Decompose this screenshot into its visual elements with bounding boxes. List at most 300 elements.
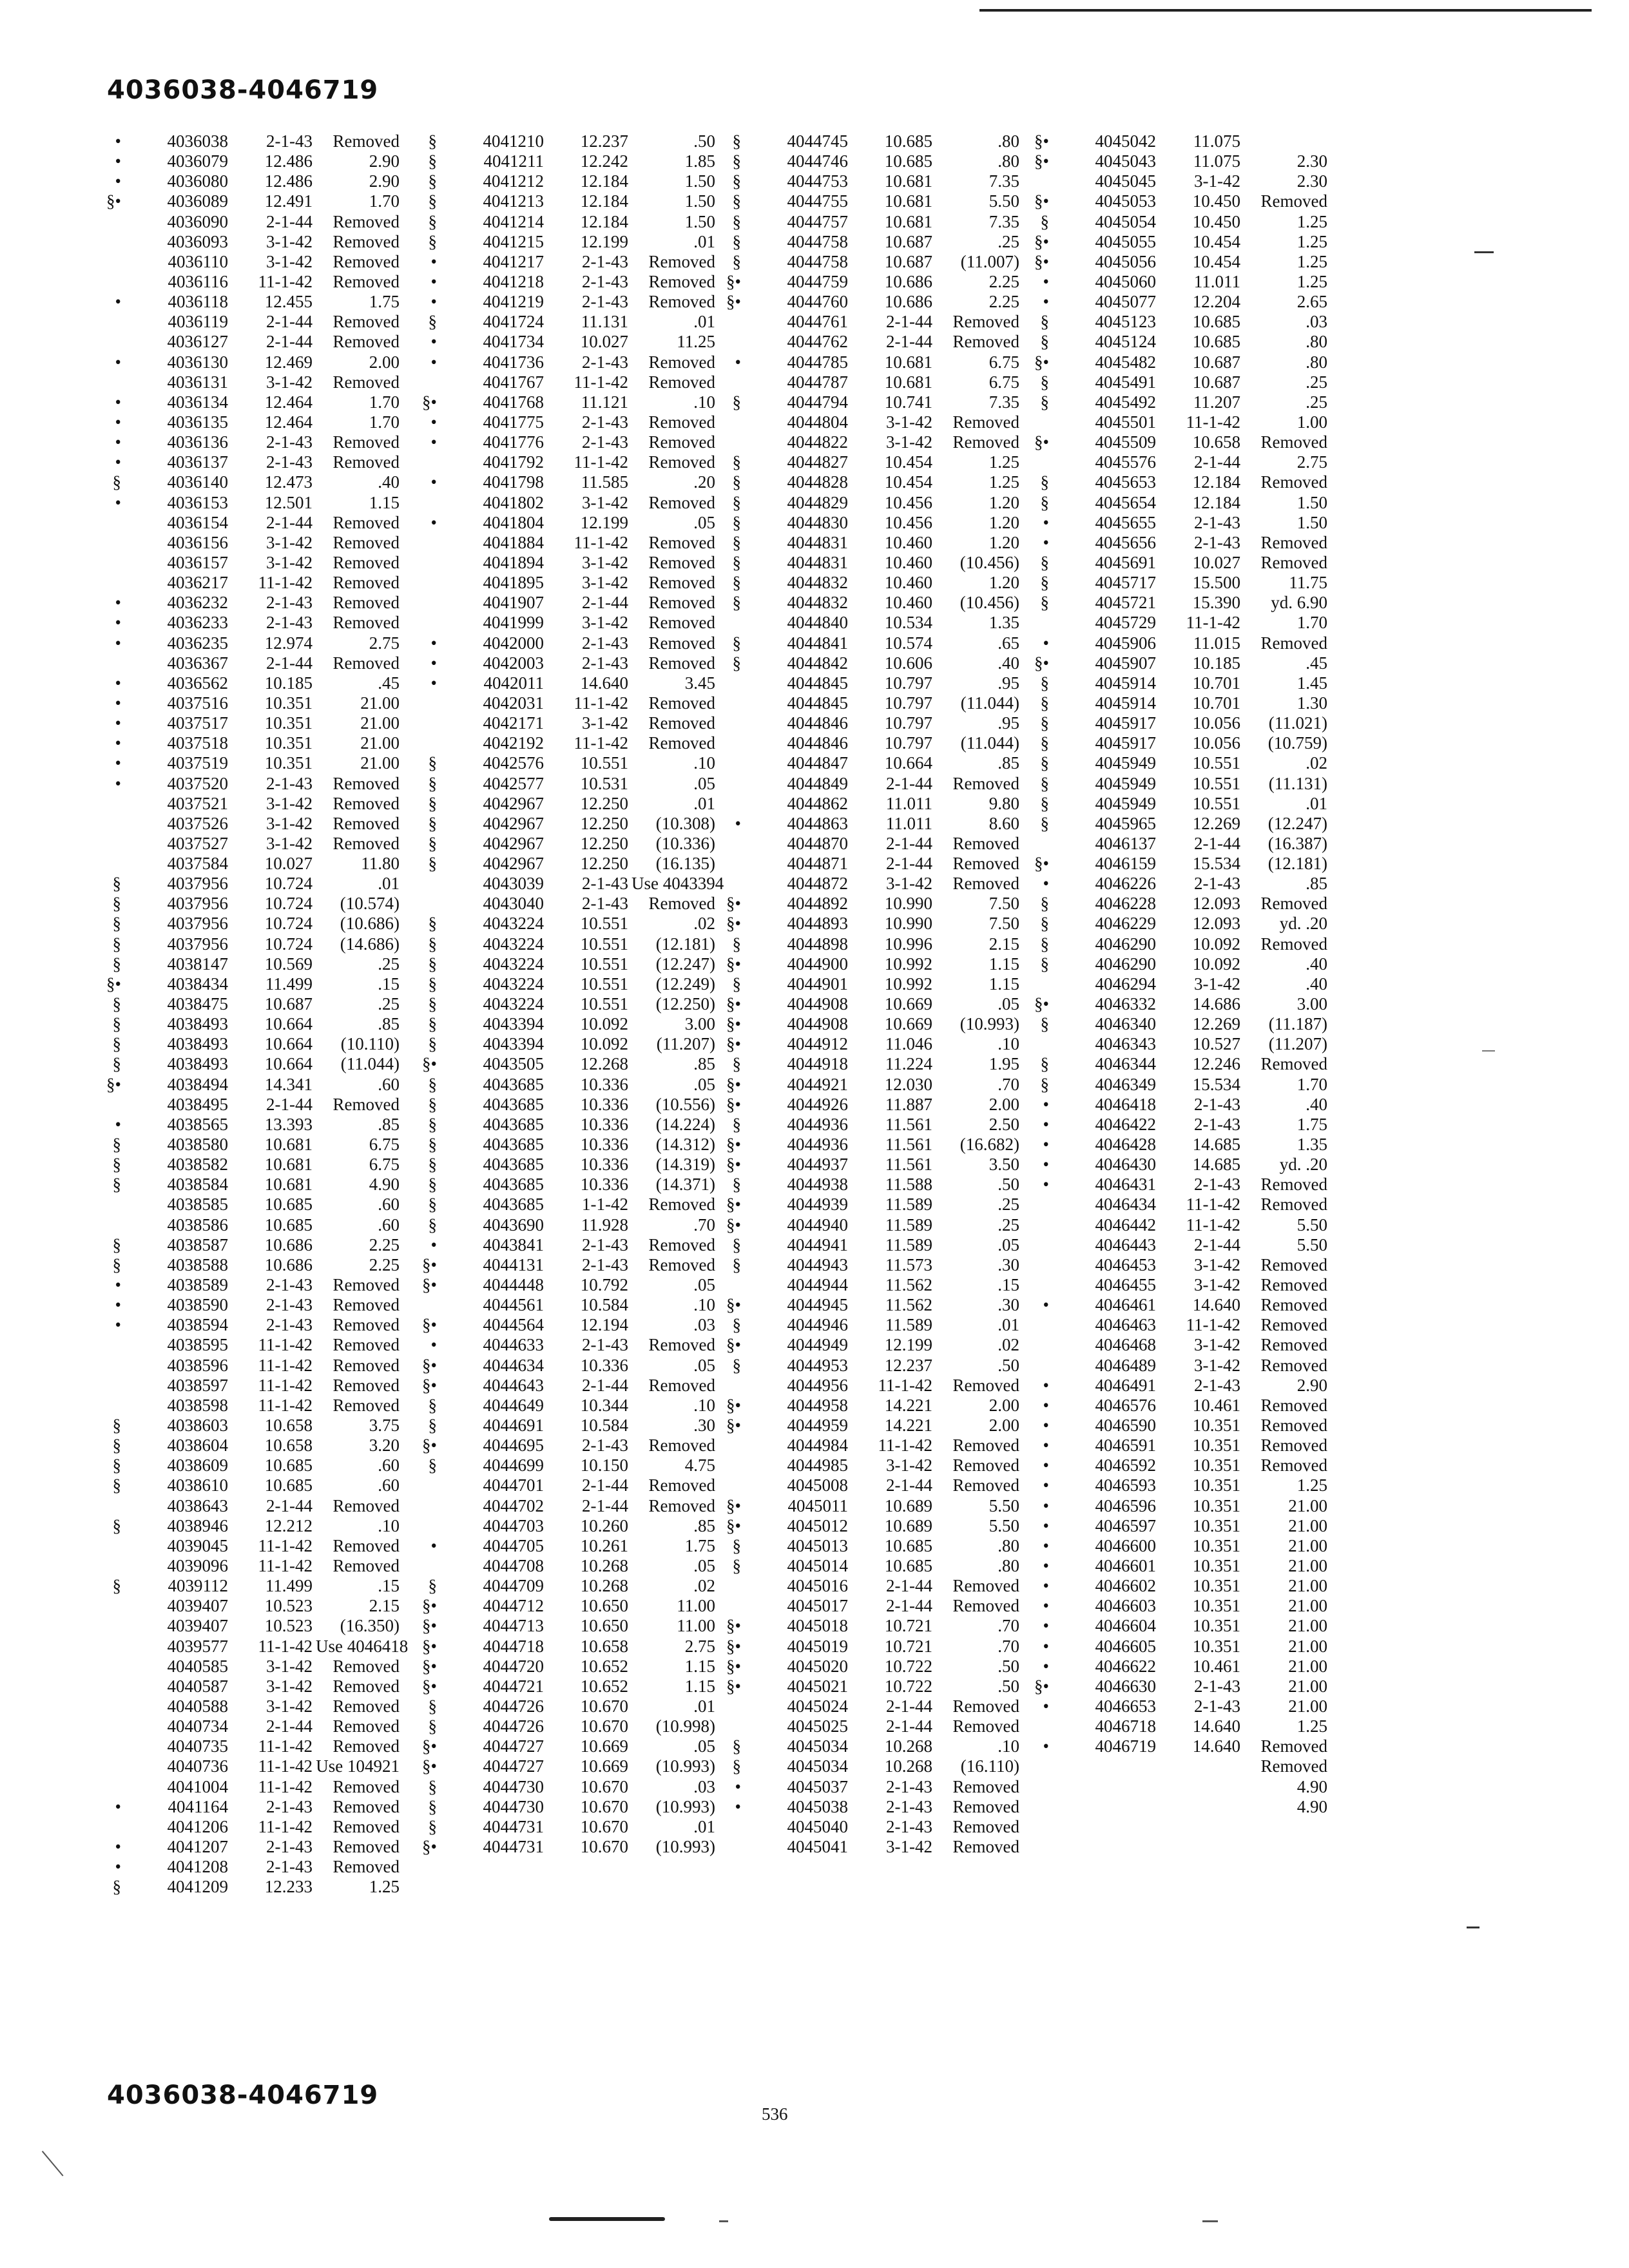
reference: 10.351 [1192,1495,1240,1515]
reference: 10.460 [884,532,932,552]
reference: 10.092 [1192,954,1240,974]
list-row [84,693,406,713]
part-number: 4044871 [787,854,848,874]
part-number: 4044846 [787,733,848,753]
list-row [84,533,406,553]
reference: 10.551 [1192,793,1240,813]
price: (11.021) [1268,713,1327,733]
part-number: 4045042 [1095,131,1156,151]
marker: § [1040,954,1049,974]
reference: 10.687 [264,994,313,1014]
marker: §• [726,1495,741,1515]
price: Removed [648,452,715,472]
part-number: 4041724 [483,312,544,332]
list-row [1012,131,1334,151]
list-row [704,272,1026,292]
marker: § [112,1235,121,1254]
reference: 2-1-44 [886,1716,932,1736]
marker: § [428,1576,437,1596]
list-row [704,472,1026,492]
reference: 10.351 [1192,1576,1240,1596]
marker: § [732,934,741,954]
list-row [704,1616,1026,1636]
part-number: 4044720 [483,1656,544,1676]
marker: §• [1034,151,1049,171]
marker: § [732,1535,741,1555]
reference: 3-1-42 [886,1836,932,1856]
part-number: 4046418 [1095,1094,1156,1114]
marker: § [428,231,437,251]
list-row [400,252,722,272]
marker: § [1040,673,1049,693]
part-number: 4036154 [167,512,228,532]
list-row [704,1756,1026,1776]
part-number: 4042011 [483,673,544,693]
price: 2.00 [988,1395,1019,1415]
part-number: 4046229 [1095,914,1156,934]
price: 1.75 [684,1535,715,1555]
part-number: 4044898 [787,934,848,954]
list-row [704,372,1026,392]
reference: 11.207 [1193,392,1240,412]
marker: § [428,1416,437,1435]
part-number: 4044633 [483,1335,544,1355]
list-row [1012,593,1334,613]
reference: 10.551 [1192,753,1240,773]
marker: § [428,854,437,874]
reference: 10.658 [264,1416,313,1435]
part-number: 4044708 [483,1555,544,1575]
marker: § [1040,312,1049,332]
part-number: 4041895 [483,573,544,593]
reference: 10.652 [580,1676,628,1696]
list-row [1012,1616,1334,1636]
part-number: 4036118 [168,292,228,312]
marker: §• [726,1676,741,1696]
part-number: 4044892 [787,894,848,914]
part-number: 4046442 [1095,1215,1156,1235]
price: Removed [333,1275,400,1295]
list-row [704,232,1026,252]
marker: §• [726,292,741,312]
list-row [400,1155,722,1175]
list-row [704,1637,1026,1657]
part-number: 4040587 [167,1676,228,1696]
price: (10.993) [655,1796,715,1816]
reference: 2-1-44 [266,1495,313,1515]
reference: 10.797 [884,673,932,693]
list-row [704,1175,1026,1195]
list-row [400,974,722,994]
part-number: 4039045 [167,1535,228,1555]
marker: • [430,653,437,673]
part-number: 4044953 [787,1355,848,1375]
part-number: 4041207 [167,1836,228,1856]
reference: 2-1-44 [582,1495,628,1515]
marker: § [428,1074,437,1094]
reference: 2-1-43 [266,1836,313,1856]
list-column-3 [704,131,1026,1857]
list-row [400,1396,722,1416]
part-number: 4038147 [167,954,228,974]
price: 2.00 [988,1416,1019,1435]
list-row [400,713,722,733]
reference: 10.992 [884,954,932,974]
price: 1.50 [684,211,715,231]
reference: 2-1-44 [582,593,628,613]
list-row [1012,493,1334,513]
reference: 13.393 [264,1114,313,1134]
part-number: 4045907 [1095,653,1156,673]
reference: 10.724 [264,934,313,954]
marker: • [115,1836,121,1856]
list-row [1012,914,1334,934]
marker: § [732,1235,741,1254]
reference: 3-1-42 [886,1456,932,1475]
list-row [400,1556,722,1576]
reference: 12.455 [264,292,313,312]
list-row [1012,412,1334,432]
reference: 11-1-42 [878,1436,932,1456]
price: Removed [648,633,715,653]
reference: 12.268 [580,1054,628,1074]
reference: 11-1-42 [258,1395,313,1415]
part-number: 4043040 [483,894,544,914]
marker: §• [726,1034,741,1054]
price: Removed [1260,1355,1327,1375]
reference: 12.093 [1192,894,1240,914]
list-row [704,1536,1026,1556]
reference: 12.501 [264,492,313,512]
list-row [1012,191,1334,211]
list-row [84,1636,409,1657]
price: Removed [952,1475,1019,1495]
part-number: 4044901 [787,974,848,994]
list-row [1012,1054,1334,1074]
reference: 10.664 [264,1054,313,1074]
price: .05 [693,1555,715,1575]
list-row [400,593,722,613]
price: Removed [952,773,1019,793]
reference: 10.456 [884,512,932,532]
reference: 10.351 [264,753,313,773]
price: Removed [952,1716,1019,1736]
list-row [400,733,722,753]
reference: 12.184 [580,171,628,191]
price: (10.993) [655,1836,715,1856]
list-row [84,774,406,794]
part-number: 4044840 [787,613,848,633]
marker: • [1043,1596,1049,1616]
price: (12.181) [1268,854,1327,874]
price: Removed [648,1375,715,1395]
marker: § [732,1355,741,1375]
price: Removed [1260,1756,1327,1776]
reference: 2-1-43 [1194,1175,1240,1195]
reference: 2-1-43 [266,1295,313,1315]
price: .60 [378,1456,400,1475]
marker: • [1043,1295,1049,1315]
reference: 11.887 [885,1094,932,1114]
part-number: 4036137 [167,452,228,472]
marker: • [1043,1495,1049,1515]
part-number: 4044845 [787,693,848,713]
price: 3.00 [1296,994,1327,1014]
reference: 12.491 [264,191,313,211]
marker: § [1040,372,1049,392]
list-row [1012,954,1334,974]
reference: 3-1-42 [266,552,313,572]
price: .85 [378,1014,400,1034]
part-number: 4038475 [167,994,228,1014]
price: Removed [1260,1175,1327,1195]
list-row [84,1556,406,1576]
list-row [84,1115,406,1135]
marker: § [428,1175,437,1195]
price: (14.319) [655,1155,715,1175]
marker: § [428,813,437,833]
price: Removed [333,532,400,552]
part-number: 4041907 [483,593,544,613]
reference: 14.685 [1192,1155,1240,1175]
list-row [1012,232,1334,252]
marker: § [732,231,741,251]
list-row [400,1475,722,1495]
marker: • [735,813,741,833]
list-row [704,533,1026,553]
reference: 2-1-43 [582,653,628,673]
reference: 10.551 [580,974,628,994]
marker: • [115,1295,121,1315]
list-row [1012,452,1334,472]
price: Removed [333,131,400,151]
list-row [704,1516,1026,1536]
reference: 10.261 [580,1535,628,1555]
reference: 10.351 [1192,1636,1240,1656]
reference: 10.681 [884,352,932,372]
part-number: 4046468 [1095,1335,1156,1355]
list-row [84,1135,406,1155]
marker: • [115,151,121,171]
list-row [704,1095,1026,1115]
price: .03 [693,1315,715,1335]
marker: § [732,1054,741,1074]
list-row [704,392,1026,412]
price: Removed [1260,472,1327,492]
list-row [400,352,722,372]
price: .70 [693,1215,715,1235]
price: Removed [333,1094,400,1114]
marker: § [428,1215,437,1235]
list-row [704,874,1026,894]
price: .15 [378,974,400,994]
list-row [704,1295,1026,1315]
list-row [1012,814,1334,834]
price: .05 [693,1736,715,1756]
part-number: 4037517 [167,713,228,733]
reference: 3-1-42 [266,231,313,251]
part-number: 4045014 [787,1555,848,1575]
part-number: 4036038 [167,131,228,151]
price: Use 4046418 [316,1636,409,1656]
list-row [84,1797,406,1817]
reference: 10.996 [884,934,932,954]
price: 2.30 [1296,151,1327,171]
part-number: 4038493 [167,1014,228,1034]
price: Removed [952,412,1019,432]
reference: 10.686 [884,271,932,291]
reference: 10.670 [580,1776,628,1796]
list-row [704,553,1026,573]
reference: 14.640 [1192,1295,1240,1315]
reference: 3-1-42 [1194,1355,1240,1375]
marker: § [732,532,741,552]
marker: § [428,773,437,793]
list-row [704,1596,1026,1616]
list-row [84,1155,406,1175]
list-row [84,232,406,252]
reference: 3-1-42 [266,793,313,813]
price: 2.15 [369,1596,400,1616]
part-number: 4041894 [483,552,544,572]
reference: 10.027 [264,854,313,874]
reference: 11.589 [885,1315,932,1335]
marker: § [428,793,437,813]
list-row [400,1596,722,1616]
list-row [84,874,406,894]
part-number: 4044702 [483,1495,544,1515]
reference: 12.974 [264,633,313,653]
list-row [1012,212,1334,232]
list-row [84,1335,406,1355]
reference: 11.131 [581,312,628,332]
list-row [84,452,406,472]
part-number: 4044709 [483,1576,544,1596]
marker: • [1043,1436,1049,1456]
part-number: 4046461 [1095,1295,1156,1315]
list-row [400,653,722,673]
reference: 12.212 [264,1515,313,1535]
list-row [400,874,722,894]
list-row [1012,1275,1334,1295]
price: .85 [693,1515,715,1535]
list-row [84,1215,406,1235]
part-number: 4044762 [787,332,848,352]
list-row [1012,1175,1334,1195]
part-number: 4044649 [483,1395,544,1415]
marker: §• [1034,653,1049,673]
marker: • [115,292,121,312]
reference: 10.685 [884,151,932,171]
reference: 10.681 [884,171,932,191]
list-row [1012,1376,1334,1396]
part-number: 4041792 [483,452,544,472]
reference: 11.562 [885,1295,932,1315]
price: Removed [333,372,400,392]
reference: 12.184 [1192,472,1240,492]
price: .02 [998,1335,1019,1355]
list-row [400,693,722,713]
marker: • [1043,1636,1049,1656]
list-row [400,1255,722,1275]
part-number: 4042967 [483,813,544,833]
marker: • [115,452,121,472]
reference: 2-1-43 [1194,1375,1240,1395]
list-row [400,1376,722,1396]
price: 21.00 [1288,1535,1327,1555]
list-row [400,1817,722,1837]
part-number: 4044701 [483,1475,544,1495]
reference: 11.011 [1193,271,1240,291]
price: 21.00 [360,753,400,773]
price: 21.00 [360,693,400,713]
part-number: 4045018 [787,1616,848,1636]
price: 1.00 [1296,412,1327,432]
reference: 14.685 [1192,1135,1240,1155]
marker: § [732,191,741,211]
marker: • [1043,1456,1049,1475]
list-row [400,774,722,794]
reference: 10.351 [1192,1436,1240,1456]
marker: § [112,1515,121,1535]
marker: • [1043,532,1049,552]
list-row [84,713,406,733]
part-number: 4036080 [167,171,228,191]
marker: § [112,1054,121,1074]
part-number: 4046622 [1095,1656,1156,1676]
price: Removed [333,1716,400,1736]
list-row [1012,1475,1334,1495]
list-row [1012,633,1334,653]
marker: §• [726,271,741,291]
reference: 10.268 [884,1756,932,1776]
marker: § [732,633,741,653]
price: 21.00 [1288,1636,1327,1656]
list-row [84,272,406,292]
ink-smudge [549,2217,665,2221]
list-row [400,1637,722,1657]
list-row [84,1295,406,1315]
list-row [84,1817,406,1837]
marker: § [112,1014,121,1034]
marker: • [1043,1175,1049,1195]
reference: 3-1-42 [886,432,932,452]
part-number: 4045055 [1095,231,1156,251]
marker: • [115,733,121,753]
price: Removed [648,432,715,452]
list-row [84,633,406,653]
price: 1.15 [684,1656,715,1676]
part-number: 4046590 [1095,1416,1156,1435]
marker: §• [726,1616,741,1636]
marker: § [1040,392,1049,412]
part-number: 4044760 [787,292,848,312]
price: .10 [998,1736,1019,1756]
list-row [400,994,722,1014]
price: Removed [333,833,400,853]
scan-mark [1474,251,1494,253]
list-row [704,774,1026,794]
list-row [84,1075,406,1095]
reference: 10.523 [264,1596,313,1616]
reference: 10.685 [264,1215,313,1235]
price: 1.70 [369,191,400,211]
list-row [400,1777,722,1797]
marker: § [428,191,437,211]
list-row [84,212,406,232]
part-number: 4046226 [1095,874,1156,894]
part-number: 4045016 [787,1576,848,1596]
